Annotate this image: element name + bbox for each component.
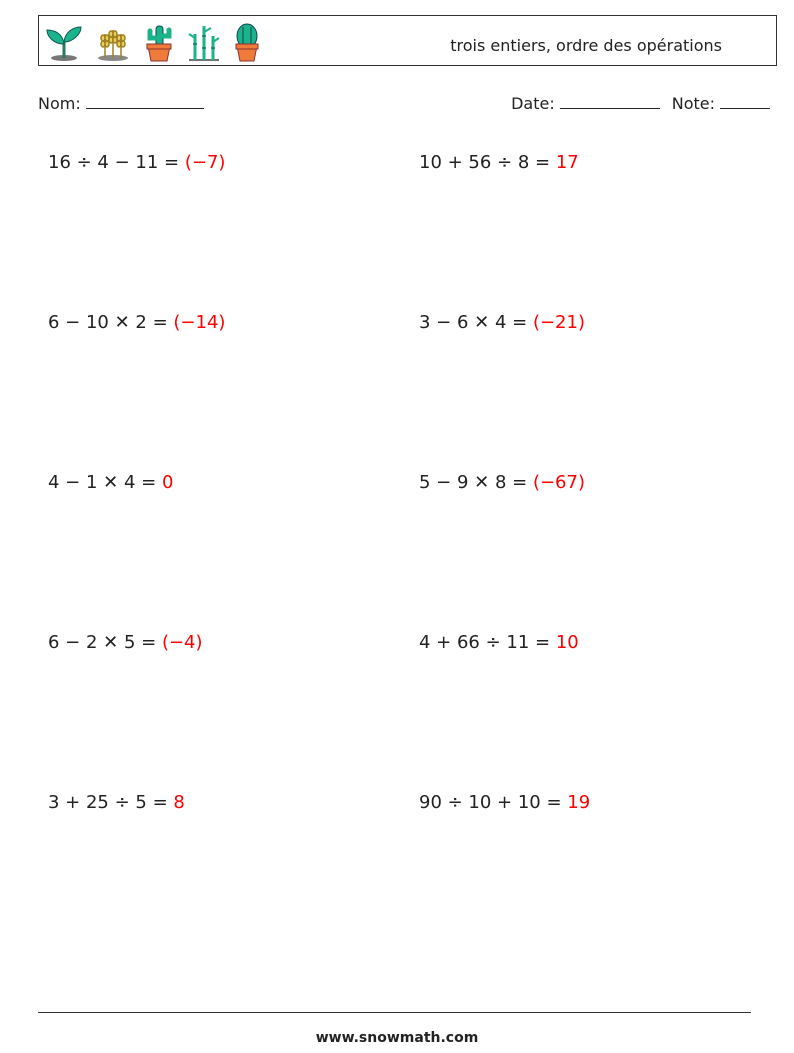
round-cactus-pot-icon — [231, 22, 263, 62]
grade-field[interactable] — [672, 93, 770, 113]
problem-2 — [419, 152, 579, 173]
problem-expression: 6 − 10 ✕ 2 = — [48, 312, 174, 333]
problem-10 — [419, 792, 590, 813]
problem-answer: 8 — [173, 792, 185, 813]
problem-expression: 3 − 6 ✕ 4 = — [419, 312, 533, 333]
problem-answer: (−7) — [184, 152, 226, 173]
problem-expression: 3 + 25 ÷ 5 = — [48, 792, 174, 813]
problem-expression: 6 − 2 ✕ 5 = — [48, 632, 162, 653]
problem-6 — [419, 472, 585, 493]
bamboo-icon — [185, 22, 223, 62]
problem-9 — [48, 792, 185, 813]
problem-7 — [48, 632, 203, 653]
problem-expression: 5 − 9 ✕ 8 = — [419, 472, 533, 493]
cactus-pot-icon — [141, 22, 177, 62]
problem-expression: 10 + 56 ÷ 8 = — [419, 152, 556, 173]
problem-expression: 4 − 1 ✕ 4 = — [48, 472, 162, 493]
header-box — [38, 15, 777, 66]
name-label: Nom: — [38, 94, 81, 113]
problem-answer: (−4) — [161, 632, 203, 653]
problem-4 — [419, 312, 585, 333]
grade-blank[interactable] — [720, 93, 770, 109]
problem-answer: 0 — [161, 472, 174, 493]
problem-answer: (−67) — [532, 472, 585, 493]
wheat-icon — [93, 22, 133, 62]
problem-answer: 10 — [555, 632, 579, 653]
date-field[interactable] — [511, 93, 660, 113]
problem-expression: 90 ÷ 10 + 10 = — [419, 792, 568, 813]
problem-8 — [419, 632, 579, 653]
problem-expression: 4 + 66 ÷ 11 = — [419, 632, 556, 653]
problem-1 — [48, 152, 225, 173]
footer-divider — [38, 1012, 751, 1013]
seedling-icon — [43, 22, 85, 62]
problem-5 — [48, 472, 173, 493]
problem-answer: (−21) — [532, 312, 585, 333]
name-blank[interactable] — [86, 93, 204, 109]
problem-answer: 19 — [567, 792, 591, 813]
date-blank[interactable] — [560, 93, 660, 109]
problem-expression: 16 ÷ 4 − 11 = — [48, 152, 185, 173]
problem-3 — [48, 312, 225, 333]
footer-url[interactable]: www.snowmath.com — [315, 1030, 479, 1046]
header-icons — [43, 22, 263, 62]
date-grade-fields — [511, 93, 770, 113]
date-label: Date: — [511, 94, 555, 113]
grade-label: Note: — [671, 94, 715, 113]
name-field[interactable] — [38, 93, 204, 113]
worksheet-title: trois entiers, ordre des opérations — [450, 36, 722, 55]
problem-answer: 17 — [555, 152, 579, 173]
problem-answer: (−14) — [173, 312, 226, 333]
